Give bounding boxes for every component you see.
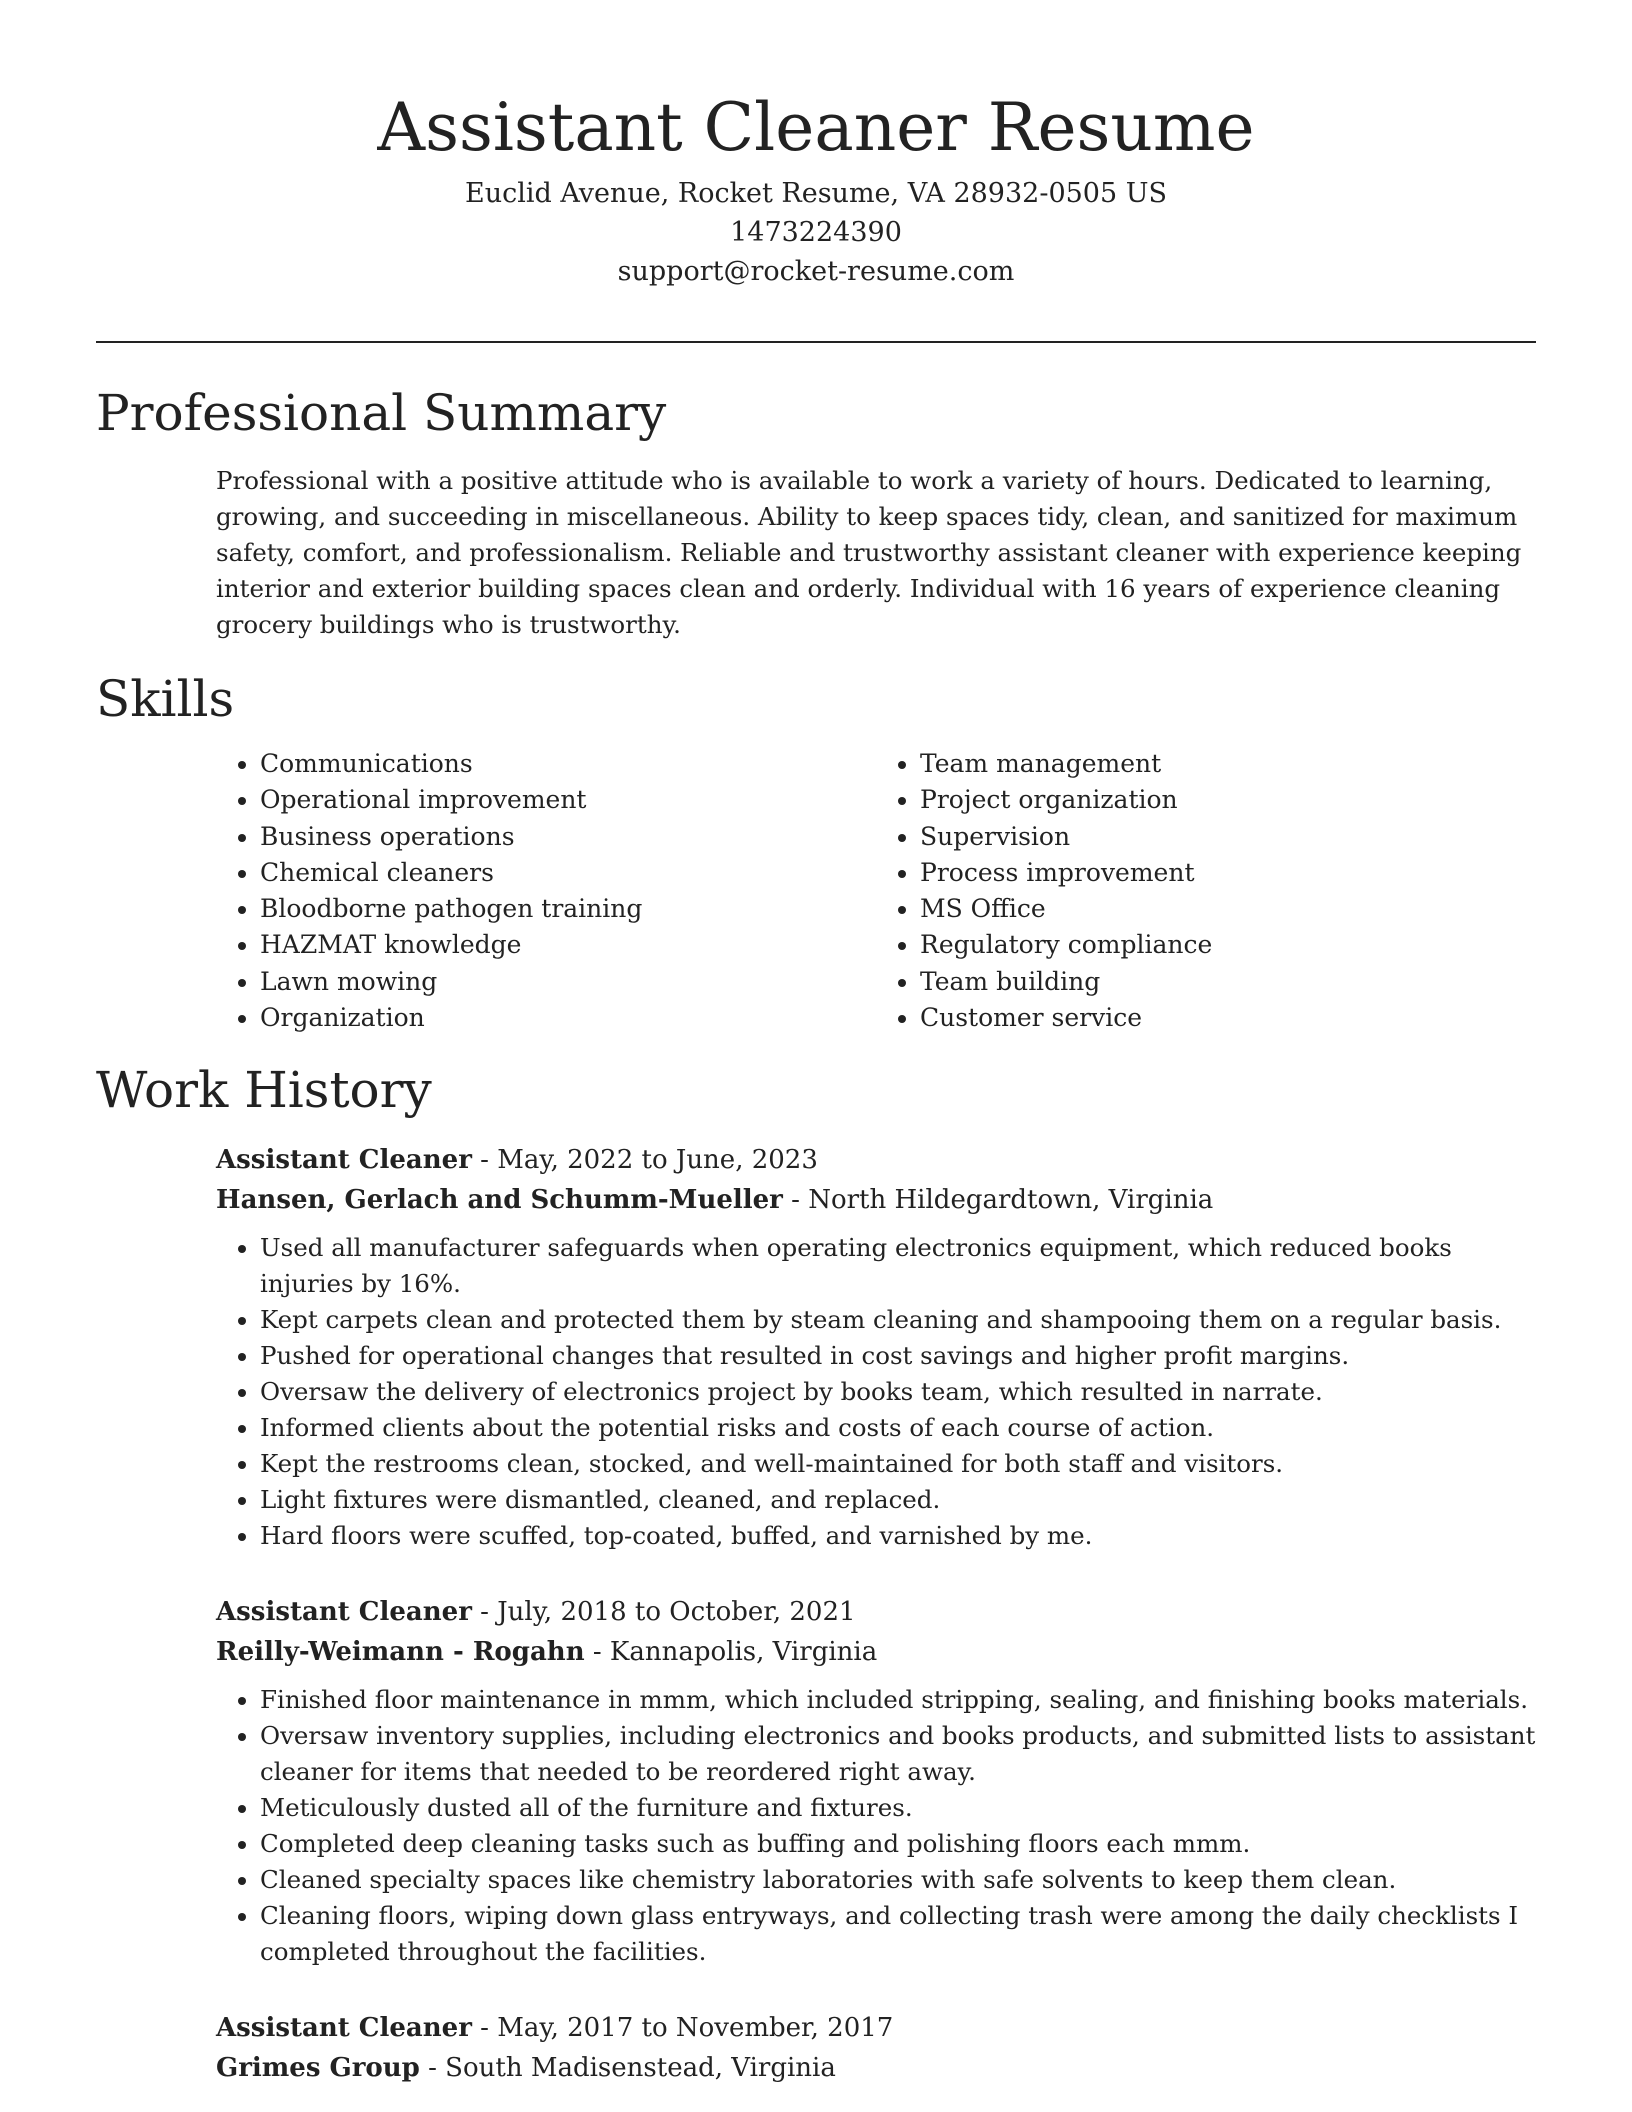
skill-item: • HAZMAT knowledge	[260, 927, 876, 963]
skill-item: • Communications	[260, 746, 876, 782]
job-bullet: • Light fixtures were dismantled, cleaned, and replaced.	[260, 1482, 1540, 1518]
job-title: Assistant Cleaner	[216, 1597, 472, 1627]
job-bullet: • Used all manufacturer safeguards when operating electronics equipment, which reduced books injuries by 16%.	[260, 1230, 1540, 1302]
job-title: Assistant Cleaner	[216, 1145, 472, 1175]
job-bullet: • Informed clients about the potential risks and costs of each course of action.	[260, 1410, 1540, 1446]
job-bullet: • Kept the restrooms clean, stocked, and well-maintained for both staff and visitors.	[260, 1446, 1540, 1482]
job-bullet: • Meticulously dusted all of the furniture and fixtures.	[260, 1790, 1540, 1826]
job-bullet: • Hard floors were scuffed, top-coated, buffed, and varnished by me.	[260, 1518, 1540, 1554]
summary-heading: Professional Summary	[96, 384, 667, 442]
skill-item: • Business operations	[260, 819, 876, 855]
skill-item: • MS Office	[920, 891, 1536, 927]
job-entry	[216, 1592, 1540, 1970]
skill-item: • Supervision	[920, 819, 1536, 855]
job-bullets	[216, 1230, 1540, 1554]
job-bullet: • Finished floor maintenance in mmm, which included stripping, sealing, and finishing books materials.	[260, 1682, 1540, 1718]
skills-column-right	[876, 746, 1536, 1036]
job-bullet: • Cleaned specialty spaces like chemistry laboratories with safe solvents to keep them clean.	[260, 1862, 1540, 1898]
contact-address: Euclid Avenue, Rocket Resume, VA 28932-0505 US	[465, 178, 1167, 209]
job-title-line	[216, 1592, 1540, 1632]
skill-item: • Customer service	[920, 1000, 1536, 1036]
job-entry	[216, 1140, 1540, 1554]
job-employer-line	[216, 1632, 1540, 1672]
job-employer: Hansen, Gerlach and Schumm-Mueller	[216, 1185, 783, 1215]
skills-column-left	[216, 746, 876, 1036]
job-title: Assistant Cleaner	[216, 2013, 472, 2043]
job-dates: - May, 2022 to June, 2023	[471, 1145, 818, 1175]
skill-item: • Process improvement	[920, 855, 1536, 891]
job-entry	[216, 2008, 1540, 2088]
skills-list	[216, 746, 1536, 1036]
job-bullet: • Oversaw the delivery of electronics project by books team, which resulted in narrate.	[260, 1374, 1540, 1410]
job-bullet: • Completed deep cleaning tasks such as buffing and polishing floors each mmm.	[260, 1826, 1540, 1862]
job-location: - North Hildegardtown, Virginia	[782, 1185, 1214, 1215]
contact-phone: 1473224390	[730, 217, 902, 248]
skills-heading: Skills	[96, 670, 235, 728]
job-location: - Kannapolis, Virginia	[584, 1637, 878, 1667]
skill-item: • Project organization	[920, 782, 1536, 818]
skill-item: • Regulatory compliance	[920, 927, 1536, 963]
contact-email: support@rocket-resume.com	[617, 256, 1015, 287]
skill-item: • Operational improvement	[260, 782, 876, 818]
job-dates: - July, 2018 to October, 2021	[471, 1597, 856, 1627]
summary-text: Professional with a positive attitude who is available to work a variety of hours. Dedicated to learning, growing, and succeeding in miscellaneous. Ability to keep spaces tidy, clean, and sanitized for maximum safety, comfort, and professionalism. Reliable and trustworthy assistant cleaner with experience keeping interior and exterior building spaces clean and orderly. Individual with 16 years of experience cleaning grocery buildings who is trustworthy.	[216, 466, 1522, 639]
skill-item: • Bloodborne pathogen training	[260, 891, 876, 927]
work-history-heading: Work History	[96, 1061, 432, 1119]
header-divider	[96, 341, 1536, 343]
job-dates: - May, 2017 to November, 2017	[471, 2013, 894, 2043]
job-bullets	[216, 1682, 1540, 1970]
resume-header	[96, 82, 1536, 291]
job-location: - South Madisenstead, Virginia	[419, 2053, 836, 2083]
job-bullet: • Kept carpets clean and protected them by steam cleaning and shampooing them on a regular basis.	[260, 1302, 1540, 1338]
job-employer-line	[216, 1180, 1540, 1220]
resume-title: Assistant Cleaner Resume	[377, 89, 1255, 166]
job-bullet: • Pushed for operational changes that resulted in cost savings and higher profit margins.	[260, 1338, 1540, 1374]
job-title-line	[216, 1140, 1540, 1180]
job-title-line	[216, 2008, 1540, 2048]
job-employer: Reilly-Weimann - Rogahn	[216, 1637, 585, 1667]
job-bullet: • Oversaw inventory supplies, including electronics and books products, and submitted lists to assistant cleaner for items that needed to be reordered right away.	[260, 1718, 1540, 1790]
skill-item: • Team management	[920, 746, 1536, 782]
skill-item: • Chemical cleaners	[260, 855, 876, 891]
job-bullet: • Cleaning floors, wiping down glass entryways, and collecting trash were among the daily checklists I completed throughout the facilities.	[260, 1898, 1540, 1970]
job-employer: Grimes Group	[216, 2053, 420, 2083]
skill-item: • Organization	[260, 1000, 876, 1036]
skill-item: • Team building	[920, 964, 1536, 1000]
skill-item: • Lawn mowing	[260, 964, 876, 1000]
job-employer-line	[216, 2048, 1540, 2088]
